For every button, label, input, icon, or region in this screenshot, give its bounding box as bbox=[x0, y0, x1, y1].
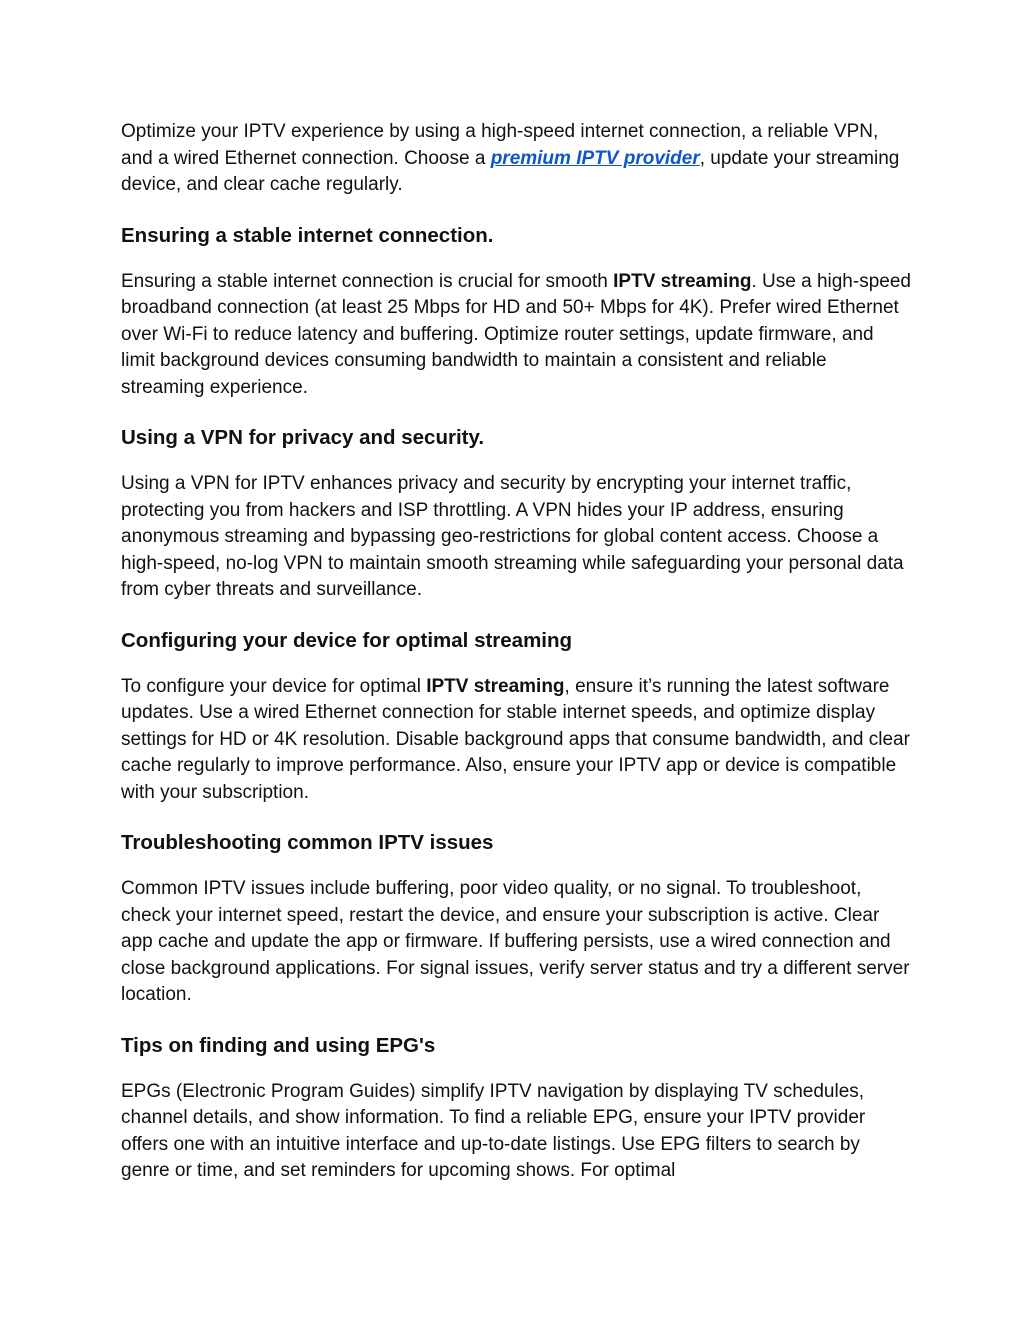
paragraph-text: . Use a high-speed broadband connection (at least 25 Mbps for HD and 50+ Mbps for 4K). Prefer wired Ethernet over Wi-Fi to reduce latency and buffering. Optimize router settings, update firmware, and limit background devices consuming bandwidth to maintain a consistent and reliable streaming experience. bbox=[121, 270, 911, 398]
intro-text-after: , update your streaming device, and clear cache regularly. bbox=[121, 147, 900, 195]
section-heading-stable-connection: Ensuring a stable internet connection. bbox=[121, 223, 494, 247]
premium-iptv-provider-link[interactable]: premium IPTV provider bbox=[490, 147, 700, 169]
bold-text: IPTV streaming bbox=[426, 675, 565, 697]
intro-paragraph bbox=[121, 119, 911, 199]
paragraph-text: To configure your device for optimal bbox=[121, 675, 427, 697]
bold-text: IPTV streaming bbox=[613, 270, 752, 292]
section-paragraph-epg: EPGs (Electronic Program Guides) simplify IPTV navigation by displaying TV schedules, channel details, and show information. To find a reliable EPG, ensure your IPTV provider offers one with an intuitive interface and up-to-date listings. Use EPG filters to search by genre or time, and set reminders for upcoming shows. For optimal bbox=[121, 1080, 866, 1181]
section-paragraph-stable-connection bbox=[121, 269, 911, 402]
section-heading-epg: Tips on finding and using EPG's bbox=[121, 1033, 436, 1057]
paragraph-text: Ensuring a stable internet connection is crucial for smooth bbox=[121, 270, 614, 292]
section-paragraph-device-config bbox=[121, 674, 911, 807]
intro-text-before: Optimize your IPTV experience by using a high-speed internet connection, a reliable VPN, and a wired Ethernet connection. Choose a bbox=[121, 121, 879, 169]
section-heading-troubleshooting: Troubleshooting common IPTV issues bbox=[121, 831, 494, 854]
paragraph-text: , ensure it’s running the latest software updates. Use a wired Ethernet connection for stable internet speeds, and optimize display settings for HD or 4K resolution. Disable background apps that consume bandwidth, and clear cache regularly to improve performance. Also, ensure your IPTV app or device is compatible with your subscription. bbox=[121, 675, 910, 803]
section-paragraph-vpn: Using a VPN for IPTV enhances privacy and security by encrypting your internet traffic, protecting you from hackers and ISP throttling. A VPN hides your IP address, ensuring anonymous streaming and bypassing geo-restrictions for global content access. Choose a high-speed, no-log VPN to maintain smooth streaming while safeguarding your personal data from cyber threats and surveillance. bbox=[121, 473, 904, 600]
section-paragraph-troubleshooting: Common IPTV issues include buffering, poor video quality, or no signal. To troubleshoot, check your internet speed, restart the device, and ensure your subscription is active. Clear app cache and update the app or firmware. If buffering persists, use a wired connection and close background applications. For signal issues, verify server status and try a different server location. bbox=[121, 878, 910, 1005]
document-page bbox=[121, 119, 911, 1185]
section-heading-vpn: Using a VPN for privacy and security. bbox=[121, 426, 485, 449]
section-heading-device-config: Configuring your device for optimal streaming bbox=[121, 628, 573, 652]
